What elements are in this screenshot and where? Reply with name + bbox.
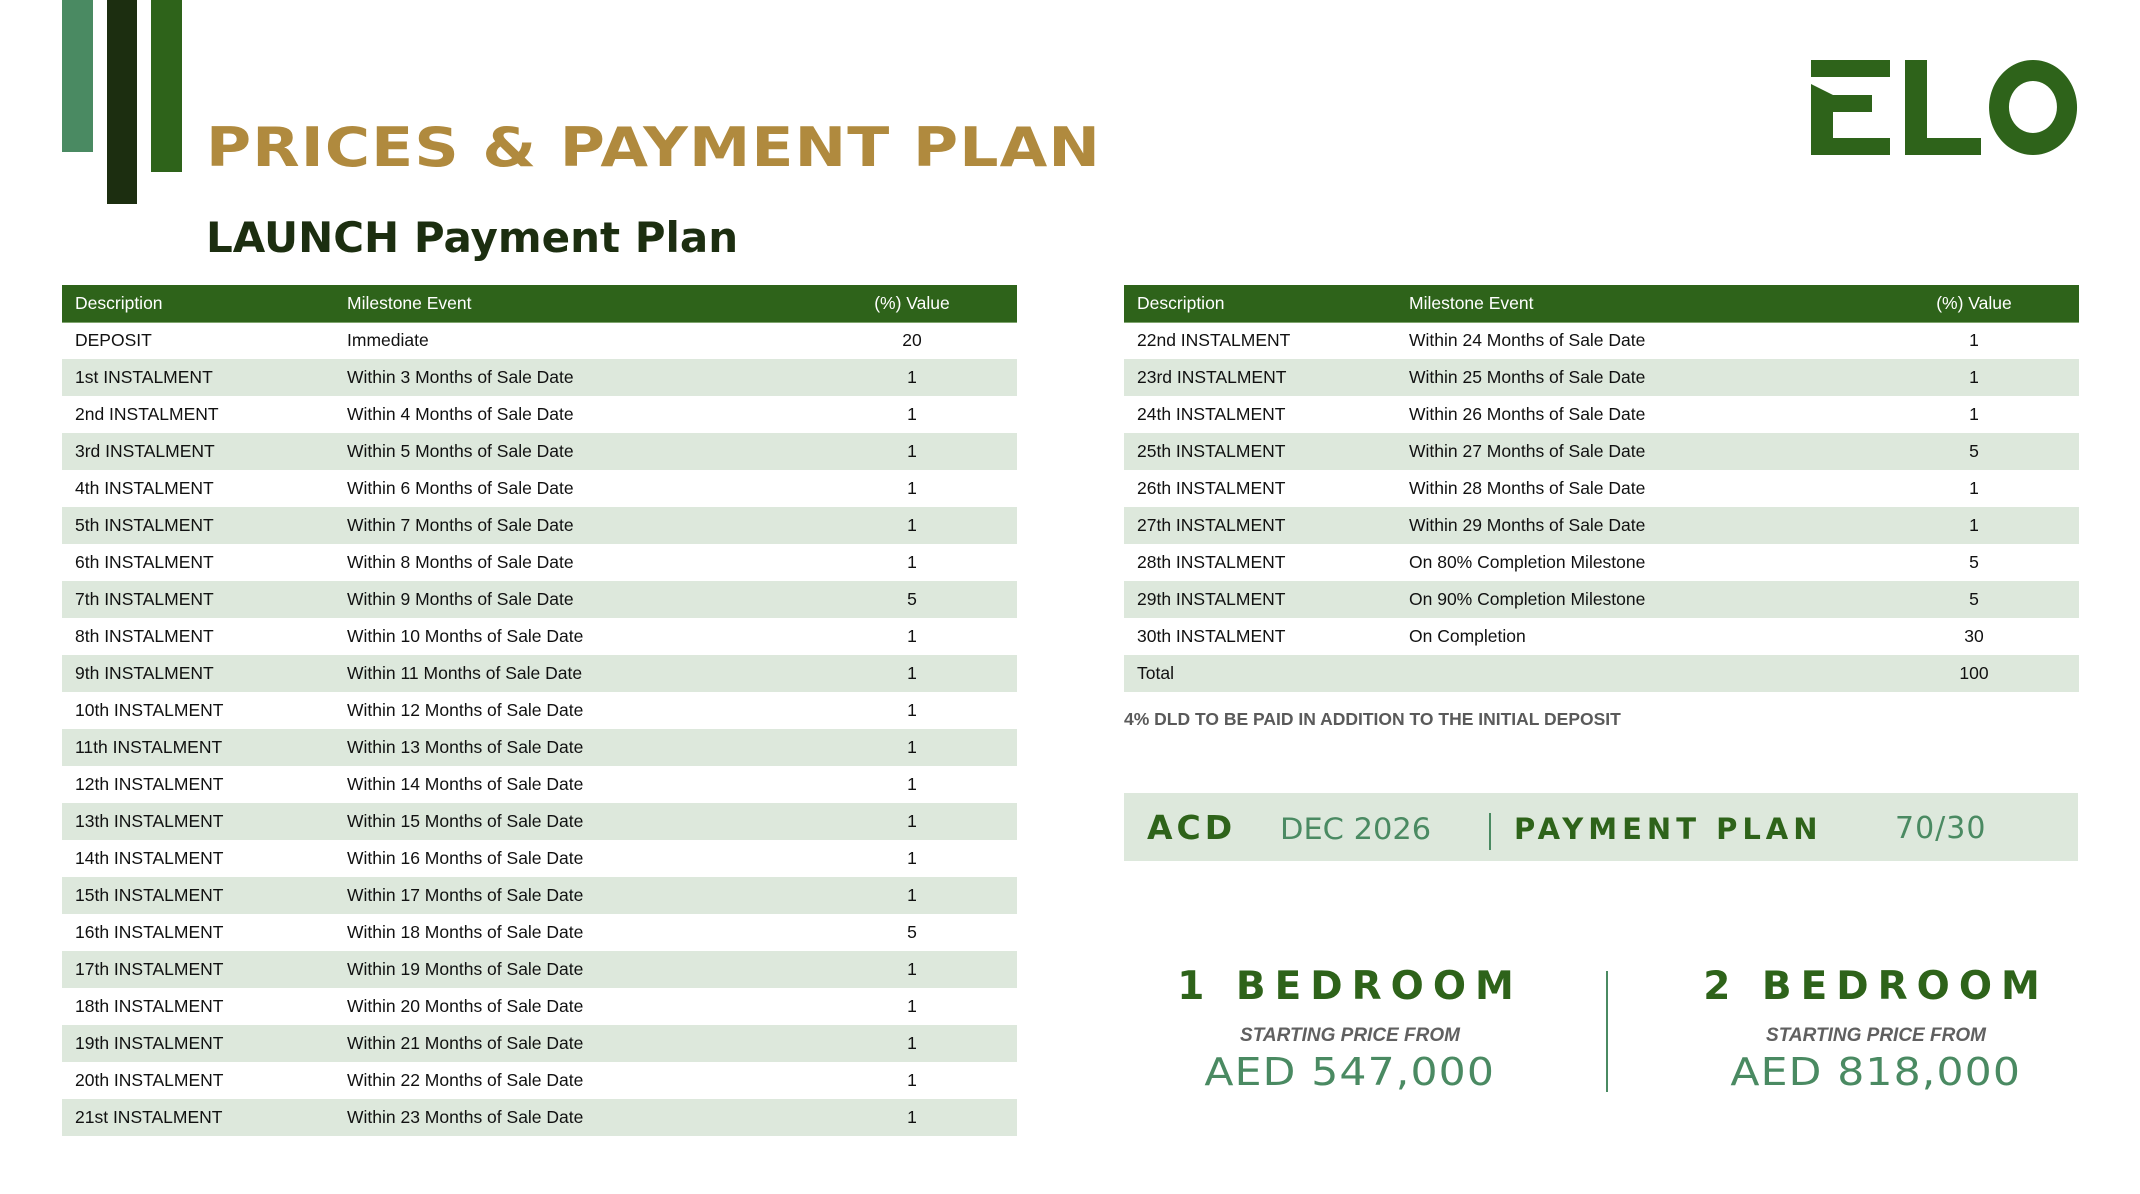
dld-note: 4% DLD TO BE PAID IN ADDITION TO THE INITIAL DEPOSIT	[1124, 709, 1621, 729]
table-row	[62, 692, 1017, 729]
row-description: 24th INSTALMENT	[1137, 404, 1286, 424]
elo-logo	[1811, 60, 2079, 156]
total-label: Total	[1124, 655, 1396, 692]
row-milestone: Within 22 Months of Sale Date	[347, 1070, 584, 1090]
row-value: 1	[807, 877, 1017, 914]
row-milestone: Within 26 Months of Sale Date	[1409, 404, 1646, 424]
row-milestone: Within 27 Months of Sale Date	[1396, 433, 1869, 470]
column-header-value: (%) Value	[1869, 285, 2079, 322]
row-description: 14th INSTALMENT	[75, 848, 224, 868]
row-value: 1	[907, 700, 917, 720]
row-milestone: Within 24 Months of Sale Date	[1409, 330, 1646, 351]
table-row	[62, 544, 1017, 581]
table-header-row	[1124, 285, 2079, 322]
table-row	[62, 396, 1017, 433]
row-value: 1	[907, 552, 917, 572]
row-value: 30	[1964, 626, 1984, 646]
row-milestone: Within 8 Months of Sale Date	[347, 552, 574, 572]
row-milestone: Within 29 Months of Sale Date	[1396, 507, 1869, 544]
unit-2-bedroom	[1666, 962, 2086, 1094]
starting-price-label: STARTING PRICE FROM	[1240, 1025, 1460, 1046]
row-value: 1	[1869, 359, 2079, 396]
row-description: 22nd INSTALMENT	[1137, 330, 1291, 351]
unit-divider	[1606, 971, 1608, 1092]
table-row	[62, 877, 1017, 914]
total-value: 100	[1869, 655, 2079, 692]
table-row	[62, 951, 1017, 988]
payment-plan-value: 70/30	[1895, 811, 1987, 846]
row-value: 1	[1969, 478, 1979, 498]
page-subtitle: LAUNCH Payment Plan	[206, 213, 739, 262]
table-row	[62, 840, 1017, 877]
row-description: 29th INSTALMENT	[1124, 581, 1396, 618]
column-header-description: Description	[62, 285, 334, 322]
row-value: 1	[1969, 330, 1979, 351]
row-value: 1	[907, 848, 917, 868]
row-description: 19th INSTALMENT	[62, 1025, 334, 1062]
row-milestone: Within 16 Months of Sale Date	[347, 848, 584, 868]
row-milestone: Within 5 Months of Sale Date	[334, 433, 807, 470]
row-description: 25th INSTALMENT	[1124, 433, 1396, 470]
table-row	[62, 766, 1017, 803]
row-milestone: Within 12 Months of Sale Date	[347, 700, 584, 720]
acd-label: ACD	[1147, 808, 1237, 847]
row-milestone: Within 20 Months of Sale Date	[347, 996, 584, 1016]
row-milestone: Within 28 Months of Sale Date	[1409, 478, 1646, 498]
row-value: 1	[807, 433, 1017, 470]
unit-1-bedroom	[1140, 962, 1560, 1094]
row-milestone: Within 19 Months of Sale Date	[334, 951, 807, 988]
table-row	[62, 1099, 1017, 1136]
row-description: 5th INSTALMENT	[62, 507, 334, 544]
table-row	[62, 322, 1017, 359]
starting-price-label: STARTING PRICE FROM	[1766, 1025, 1986, 1046]
row-milestone: Within 17 Months of Sale Date	[334, 877, 807, 914]
row-description: 21st INSTALMENT	[62, 1099, 334, 1136]
row-milestone: On Completion	[1409, 626, 1526, 646]
table-row	[1124, 396, 2079, 433]
row-milestone: Within 13 Months of Sale Date	[334, 729, 807, 766]
completion-banner	[1124, 793, 2078, 861]
row-value: 1	[907, 478, 917, 498]
row-description: 10th INSTALMENT	[75, 700, 224, 720]
row-value: 5	[1869, 581, 2079, 618]
decorative-bar-dark	[107, 0, 137, 204]
row-milestone: Immediate	[347, 330, 429, 351]
table-row	[62, 914, 1017, 951]
row-value: 1	[907, 996, 917, 1016]
row-value: 1	[907, 404, 917, 424]
row-value: 1	[907, 774, 917, 794]
table-row	[62, 618, 1017, 655]
table-row	[1124, 544, 2079, 581]
row-milestone: Within 18 Months of Sale Date	[347, 922, 584, 942]
row-description: 27th INSTALMENT	[1124, 507, 1396, 544]
table-row	[1124, 618, 2079, 655]
table-row	[62, 507, 1017, 544]
row-milestone: Within 4 Months of Sale Date	[347, 404, 574, 424]
row-value: 5	[907, 922, 917, 942]
table-row	[62, 359, 1017, 396]
row-description: 7th INSTALMENT	[62, 581, 334, 618]
acd-value: DEC 2026	[1280, 812, 1432, 846]
row-value: 1	[807, 951, 1017, 988]
row-milestone: Within 7 Months of Sale Date	[334, 507, 807, 544]
table-row	[1124, 507, 2079, 544]
row-milestone: On 80% Completion Milestone	[1409, 552, 1646, 572]
table-row	[62, 1062, 1017, 1099]
row-milestone: Within 11 Months of Sale Date	[334, 655, 807, 692]
table-row	[62, 988, 1017, 1025]
row-description: 17th INSTALMENT	[62, 951, 334, 988]
row-milestone: Within 23 Months of Sale Date	[334, 1099, 807, 1136]
row-description: 20th INSTALMENT	[75, 1070, 224, 1090]
row-description: 23rd INSTALMENT	[1124, 359, 1396, 396]
row-description: 3rd INSTALMENT	[62, 433, 334, 470]
row-value: 1	[1969, 404, 1979, 424]
payment-plan-label: PAYMENT PLAN	[1514, 812, 1823, 846]
table-row	[1124, 581, 2079, 618]
row-milestone: Within 25 Months of Sale Date	[1396, 359, 1869, 396]
table-row	[62, 470, 1017, 507]
table-row	[62, 1025, 1017, 1062]
table-header-row	[62, 285, 1017, 322]
row-description: 6th INSTALMENT	[75, 552, 214, 572]
row-description: 2nd INSTALMENT	[75, 404, 219, 424]
row-description: 18th INSTALMENT	[75, 996, 224, 1016]
row-value: 5	[1969, 552, 1979, 572]
decorative-bar-green	[151, 0, 182, 172]
table-row	[62, 581, 1017, 618]
row-milestone: Within 6 Months of Sale Date	[347, 478, 574, 498]
row-description: DEPOSIT	[75, 330, 152, 351]
row-description: 16th INSTALMENT	[75, 922, 224, 942]
unit-price: AED 818,000	[1730, 1050, 2022, 1094]
row-description: 28th INSTALMENT	[1137, 552, 1286, 572]
table-row	[62, 729, 1017, 766]
row-milestone: Within 9 Months of Sale Date	[334, 581, 807, 618]
banner-divider	[1489, 813, 1491, 850]
total-milestone	[1396, 655, 1869, 692]
row-value: 1	[807, 1099, 1017, 1136]
row-value: 1	[807, 803, 1017, 840]
row-milestone: Within 15 Months of Sale Date	[334, 803, 807, 840]
row-value: 5	[1869, 433, 2079, 470]
row-milestone: Within 21 Months of Sale Date	[334, 1025, 807, 1062]
column-header-milestone: Milestone Event	[334, 285, 807, 322]
row-milestone: On 90% Completion Milestone	[1396, 581, 1869, 618]
unit-name: 1 BEDROOM	[1177, 964, 1523, 1009]
row-description: 1st INSTALMENT	[62, 359, 334, 396]
row-description: 8th INSTALMENT	[75, 626, 214, 646]
row-milestone: Within 3 Months of Sale Date	[334, 359, 807, 396]
table-row	[62, 433, 1017, 470]
table-row	[1124, 433, 2079, 470]
row-description: 26th INSTALMENT	[1137, 478, 1286, 498]
row-value: 1	[907, 1070, 917, 1090]
unit-name: 2 BEDROOM	[1703, 964, 2049, 1009]
column-header-value: (%) Value	[807, 285, 1017, 322]
page-title: PRICES & PAYMENT PLAN	[206, 116, 1102, 179]
row-value: 1	[807, 507, 1017, 544]
row-value: 1	[807, 655, 1017, 692]
row-value: 20	[902, 330, 922, 351]
row-value: 5	[807, 581, 1017, 618]
row-description: 15th INSTALMENT	[62, 877, 334, 914]
row-value: 1	[807, 729, 1017, 766]
table-row	[1124, 470, 2079, 507]
row-description: 11th INSTALMENT	[62, 729, 334, 766]
row-value: 1	[1869, 507, 2079, 544]
row-value: 1	[807, 1025, 1017, 1062]
table-row	[62, 655, 1017, 692]
table-row	[1124, 359, 2079, 396]
row-milestone: Within 14 Months of Sale Date	[347, 774, 584, 794]
row-description: 30th INSTALMENT	[1137, 626, 1286, 646]
unit-price: AED 547,000	[1204, 1050, 1496, 1094]
table-row	[62, 803, 1017, 840]
row-value: 1	[907, 626, 917, 646]
column-header-description: Description	[1124, 285, 1396, 322]
table-total-row	[1124, 655, 2079, 692]
row-value: 1	[807, 359, 1017, 396]
table-row	[1124, 322, 2079, 359]
column-header-milestone: Milestone Event	[1396, 285, 1869, 322]
payment-plan-table-left	[62, 285, 1017, 1136]
row-description: 13th INSTALMENT	[62, 803, 334, 840]
row-description: 12th INSTALMENT	[75, 774, 224, 794]
payment-plan-table-right	[1124, 285, 2079, 692]
row-description: 9th INSTALMENT	[62, 655, 334, 692]
decorative-bar-light	[62, 0, 93, 152]
row-milestone: Within 10 Months of Sale Date	[347, 626, 584, 646]
row-description: 4th INSTALMENT	[75, 478, 214, 498]
